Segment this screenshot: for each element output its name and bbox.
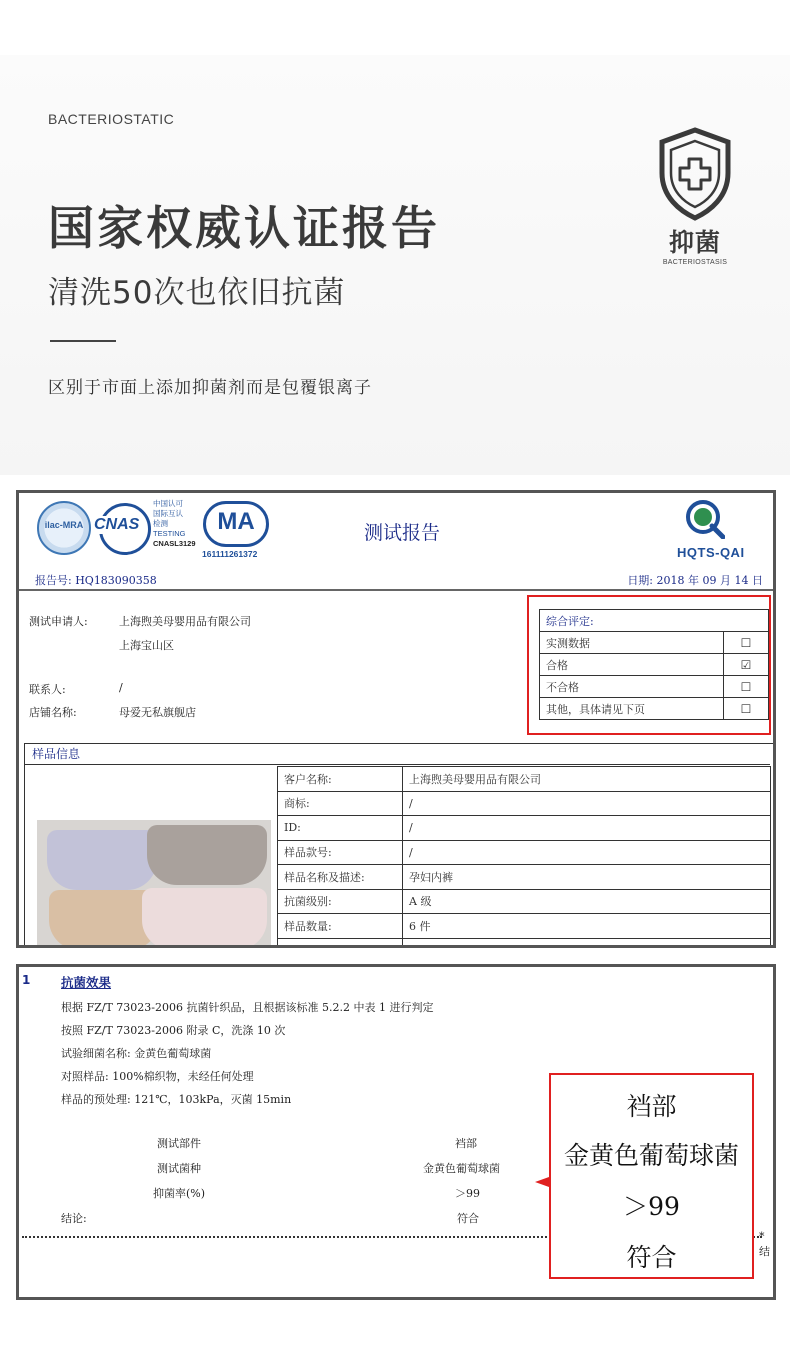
bacteriostasis-badge	[657, 127, 733, 266]
test-strain-label: 测试菌种	[157, 1162, 201, 1175]
method-line: 试验细菌名称: 金黄色葡萄球菌	[61, 1047, 212, 1060]
inhibition-rate-value: ＞99	[455, 1187, 480, 1200]
method-line: 按照 FZ/T 73023-2006 附录 C，洗涤 10 次	[61, 1024, 286, 1037]
cnas-logo: CNAS	[93, 503, 147, 553]
page-subtitle: 清洗50次也依旧抗菌	[48, 275, 346, 311]
ma-logo: MA	[203, 501, 269, 547]
badge-sublabel: BACTERIOSTASIS	[662, 259, 728, 266]
callout-arrow-icon	[535, 1177, 549, 1187]
checkbox: ☑	[724, 654, 769, 676]
divider	[50, 340, 116, 342]
method-line: 样品的预处理: 121℃，103kPa，灭菌 15min	[61, 1093, 292, 1106]
evaluation-highlight-box	[527, 595, 771, 735]
shop-label: 店铺名称:	[29, 706, 77, 719]
table-row: ID: /	[278, 816, 771, 841]
report-date: 日期: 2018 年 09 月 14 日	[627, 574, 763, 587]
evaluation-header: 综合评定:	[540, 610, 769, 632]
section-number: 1	[22, 973, 31, 987]
checkbox: ☐	[724, 698, 769, 720]
conclusion-label: 结论:	[61, 1212, 87, 1225]
section-title: 抗菌效果	[61, 975, 112, 990]
method-line: 对照样品: 100%棉织物，未经任何处理	[61, 1070, 254, 1083]
evaluation-row: 合格 ☑	[540, 654, 769, 676]
evaluation-row: 实测数据 ☐	[540, 632, 769, 654]
applicant-value: 上海煦美母婴用品有限公司	[119, 615, 251, 628]
table-row: 样品数量: 6 件	[278, 914, 771, 939]
zoom-strain: 金黄色葡萄球菌	[563, 1141, 739, 1170]
test-strain-value: 金黄色葡萄球菌	[423, 1162, 500, 1175]
checkbox: ☐	[724, 632, 769, 654]
sample-photo	[37, 820, 271, 948]
zoom-rate: ＞99	[623, 1192, 680, 1221]
antibacterial-result-page	[16, 964, 776, 1300]
tail-text: *结	[759, 1230, 770, 1258]
cnas-text-block: 中国认可 国际互认 检测 TESTING CNASL3129	[153, 499, 196, 548]
hero-section	[0, 55, 790, 475]
top-margin	[0, 0, 790, 55]
checkbox: ☐	[724, 676, 769, 698]
report-logo-bar	[19, 493, 773, 565]
ma-code: 161111261372	[202, 549, 258, 559]
report-title: 测试报告	[364, 522, 441, 544]
evaluation-row: 不合格 ☐	[540, 676, 769, 698]
conclusion-value: 符合	[457, 1212, 479, 1225]
shield-plus-icon	[658, 127, 732, 221]
table-row: 商标: /	[278, 791, 771, 816]
table-row: 客户名称: 上海煦美母婴用品有限公司	[278, 767, 771, 792]
contact-value: /	[119, 681, 123, 694]
shop-value: 母爱无私旗舰店	[119, 706, 196, 719]
test-report-page	[16, 490, 776, 948]
result-zoom-callout	[549, 1073, 754, 1279]
table-row: 样品名称及描述: 孕妇内裤	[278, 865, 771, 890]
applicant-label: 测试申请人:	[29, 615, 88, 628]
evaluation-row: 其他，具体请见下页 ☐	[540, 698, 769, 720]
hqts-globe-icon	[685, 499, 725, 539]
inhibition-rate-label: 抑菌率(%)	[153, 1187, 206, 1200]
ilac-mra-logo: ilac-MRA	[37, 501, 91, 555]
zoom-part: 裆部	[626, 1092, 677, 1121]
sample-info-title: 样品信息	[24, 743, 770, 765]
table-row	[278, 938, 771, 948]
zoom-conclusion: 符合	[626, 1243, 677, 1272]
report-meta-row	[19, 569, 773, 591]
test-part-label: 测试部件	[157, 1137, 201, 1150]
sample-info-table	[277, 766, 771, 948]
eyebrow-text: BACTERIOSTATIC	[48, 111, 175, 127]
report-number: 报告号: HQ183090358	[35, 574, 157, 587]
hqts-logo-text: HQTS-QAI	[677, 545, 745, 560]
test-part-value: 裆部	[455, 1137, 477, 1150]
table-row: 样品款号: /	[278, 840, 771, 865]
description-text: 区别于市面上添加抑菌剂而是包覆银离子	[48, 378, 372, 398]
method-line: 根据 FZ/T 73023-2006 抗菌针织品，且根据该标准 5.2.2 中表 1 进行判定	[61, 1001, 434, 1014]
table-row: 抗菌级别: A 级	[278, 889, 771, 914]
page-title: 国家权威认证报告	[48, 201, 440, 255]
contact-label: 联系人:	[29, 683, 66, 696]
badge-label: 抑菌	[668, 228, 721, 257]
applicant-address: 上海宝山区	[119, 639, 174, 652]
